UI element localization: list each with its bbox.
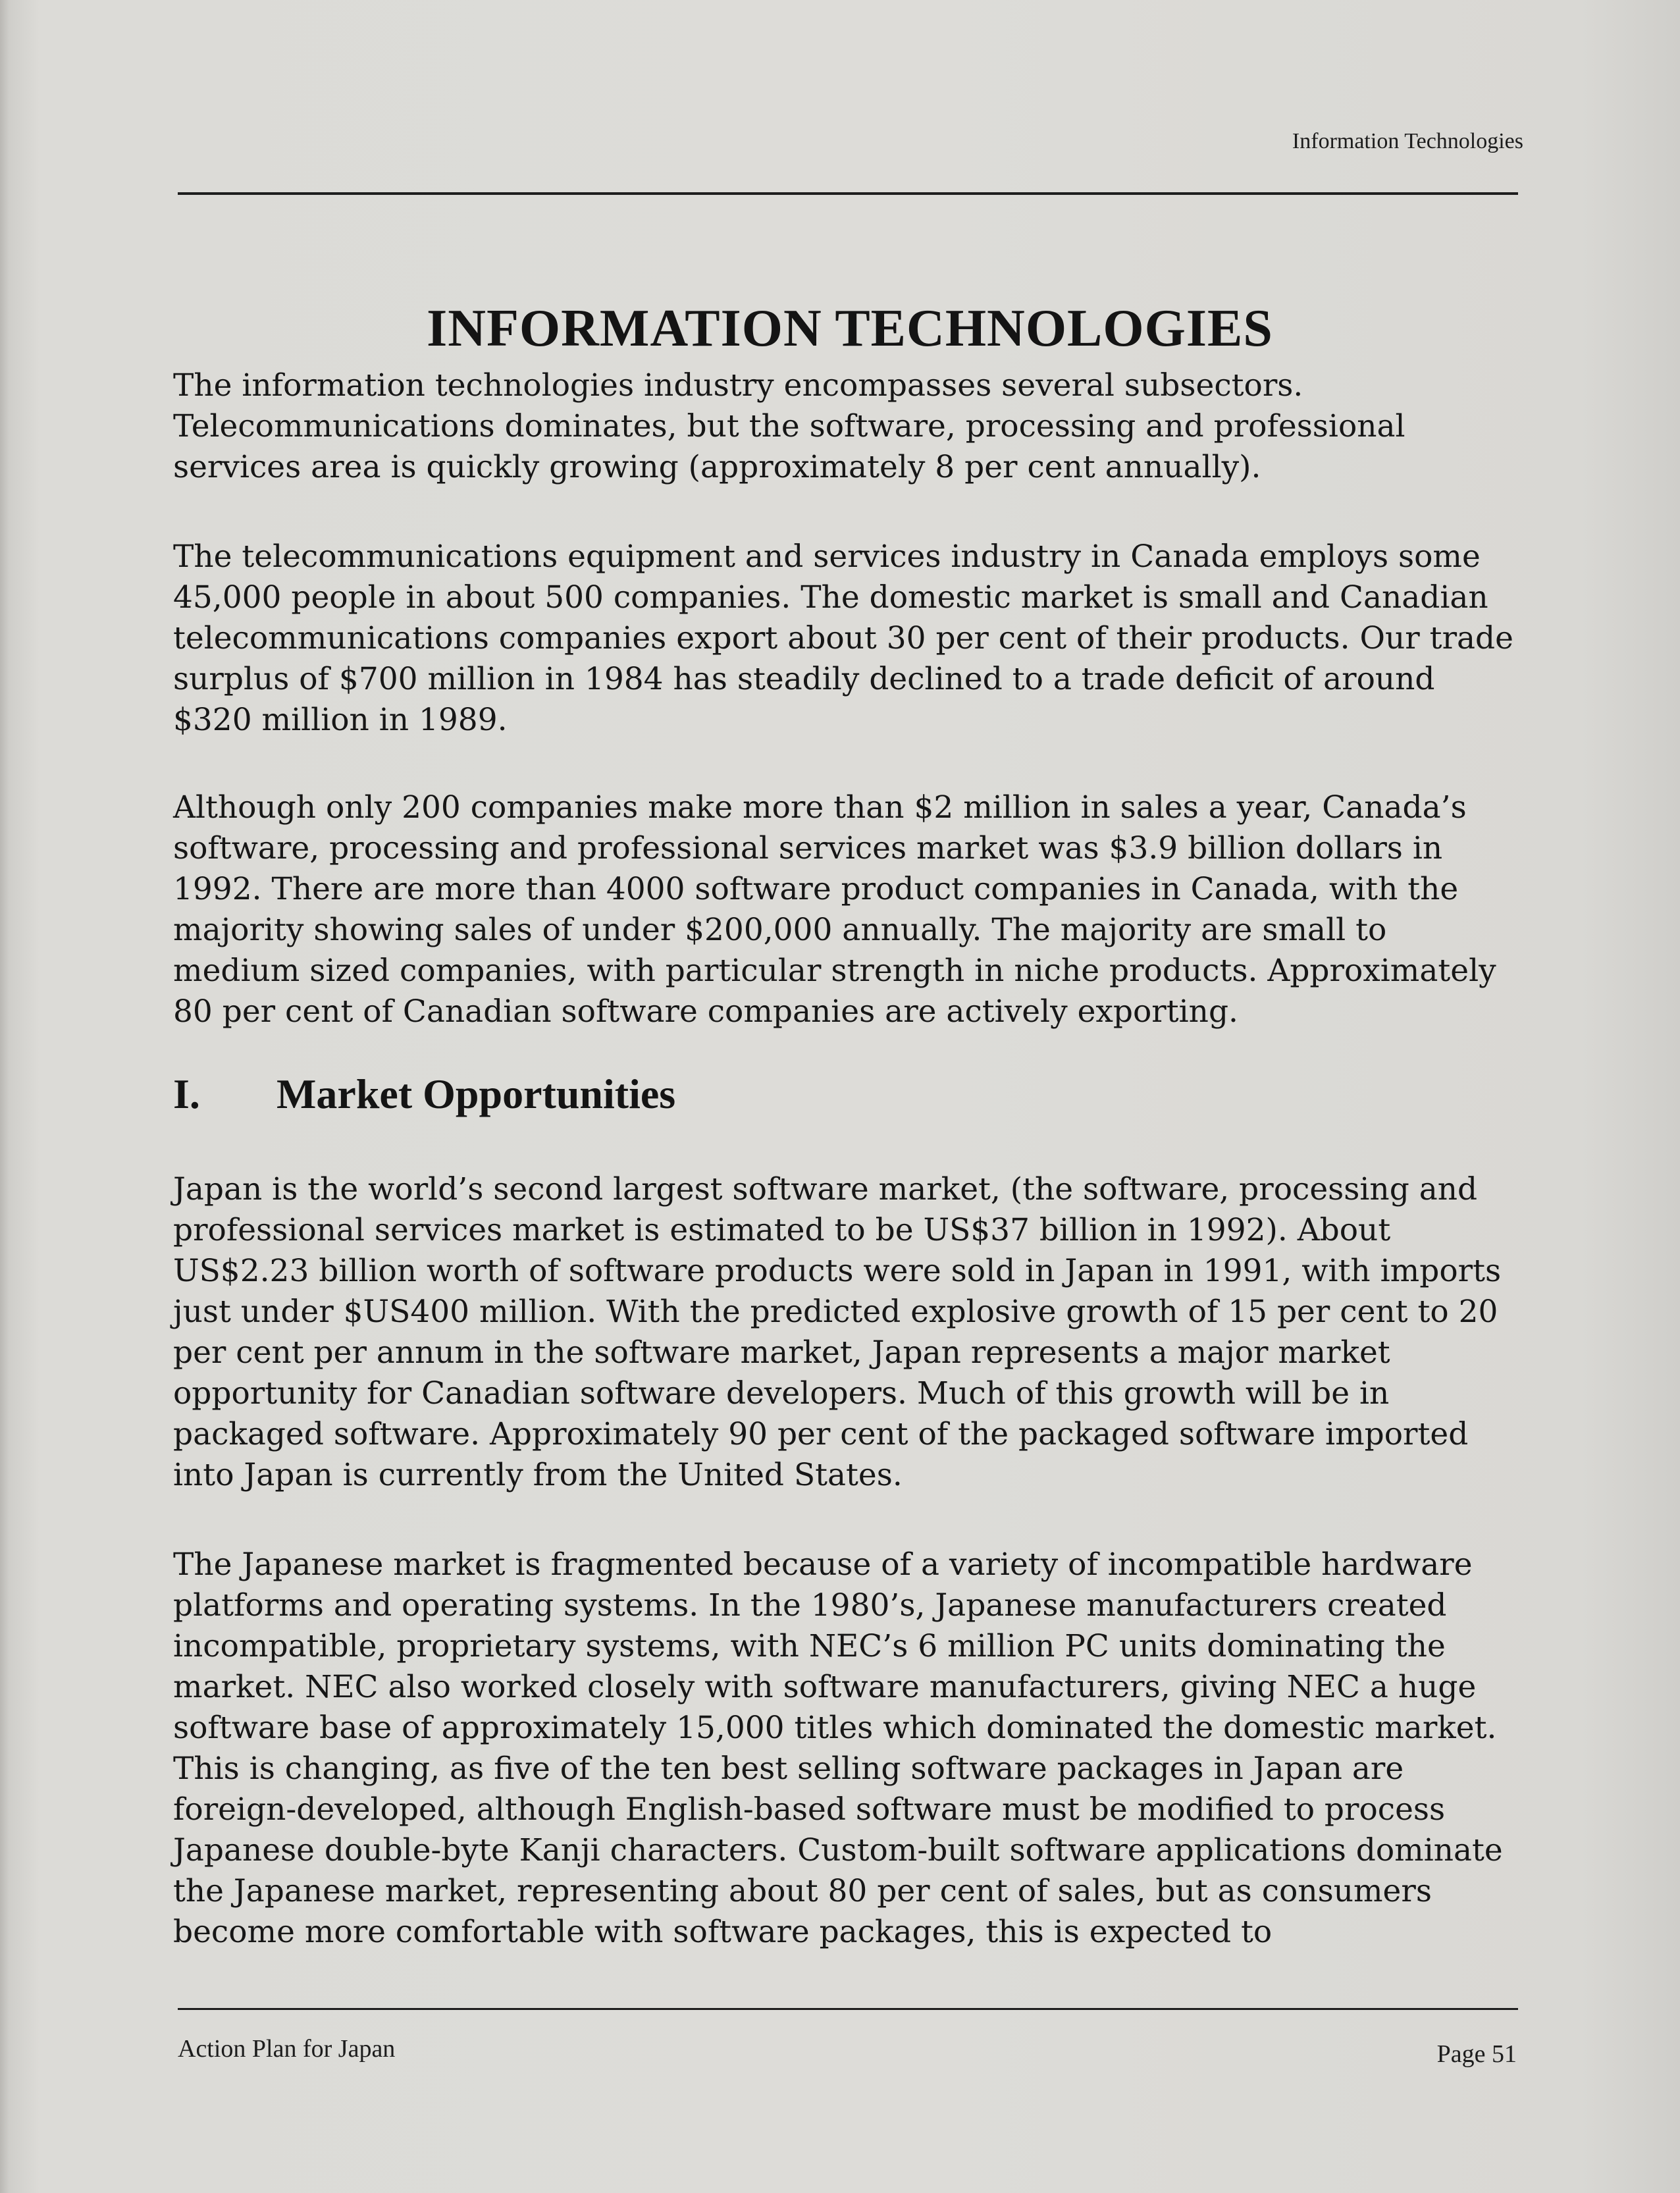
- footer-rule: [178, 2008, 1518, 2010]
- section-heading: [173, 1070, 675, 1119]
- intro-paragraph-3: Although only 200 companies make more than $2 million in sales a year, Canada’s software, processing and professional services market was $3.9 billion dollars in 1992. There are more than 4000 software product companies in Canada, with the majority showing sales of under $200,000 annually. The majority are small to medium sized companies, with particular strength in niche products. Approximately 80 per cent of Canadian software companies are actively exporting.: [173, 789, 1496, 1030]
- intro-paragraph-1: The information technologies industry encompasses several subsectors. Telecommunications dominates, but the software, processing and professional services area is quickly growing (approximately 8 per cent annually).: [173, 367, 1405, 485]
- header-rule: [178, 192, 1518, 195]
- footer-document-title: Action Plan for Japan: [178, 2035, 396, 2063]
- section-paragraph-1: Japan is the world’s second largest software market, (the software, processing and professional services market is estimated to be US$37 billion in 1992). About US$2.23 billion worth of software products were sold in Japan in 1991, with imports just under $US400 million. With the predicted explosive growth of 15 per cent to 20 per cent per annum in the software market, Japan represents a major market opportunity for Canadian software developers. Much of this growth will be in packaged software. Approximately 90 per cent of the packaged software imported into Japan is currently from the United States.: [173, 1171, 1502, 1493]
- page-number: Page 51: [1436, 2040, 1517, 2068]
- running-head: Information Technologies: [1292, 129, 1523, 153]
- page-title: INFORMATION TECHNOLOGIES: [427, 299, 1273, 357]
- intro-paragraph-2: The telecommunications equipment and services industry in Canada employs some 45,000 people in about 500 companies. The domestic market is small and Canadian telecommunications companies export about 30 per cent of their products. Our trade surplus of $700 million in 1984 has steadily declined to a trade deficit of around $320 million in 1989.: [173, 539, 1513, 738]
- section-title: Market Opportunities: [276, 1070, 676, 1117]
- section-paragraph-2: The Japanese market is fragmented because of a variety of incompatible hardware platforms and operating systems. In the 1980’s, Japanese manufacturers created incompatible, proprietary systems, with NEC’s 6 million PC units dominating the market. NEC also worked closely with software manufacturers, giving NEC a huge software base of approximately 15,000 titles which dominated the domestic market. This is changing, as five of the ten best selling software packages in Japan are foreign-developed, although English-based software must be modified to process Japanese double-byte Kanji characters. Custom-built software applications dominate the Japanese market, representing about 80 per cent of sales, but as consumers become more comfortable with software packages, this is expected to: [173, 1546, 1503, 1950]
- section-number: I.: [173, 1070, 200, 1117]
